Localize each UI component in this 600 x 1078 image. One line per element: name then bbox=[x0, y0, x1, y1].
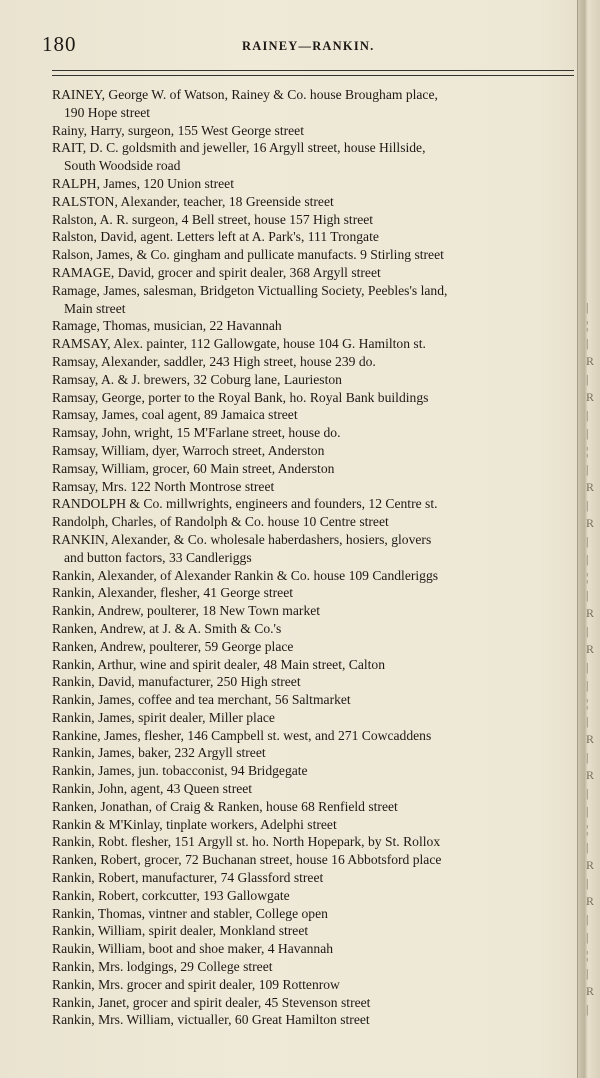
directory-entry bbox=[52, 567, 577, 585]
entry-line: Rankin, Mrs. lodgings, 29 College street bbox=[52, 959, 273, 975]
directory-entry bbox=[52, 424, 577, 442]
edge-mark: ¦ bbox=[586, 570, 589, 584]
directory-entry bbox=[52, 638, 577, 656]
directory-entry bbox=[52, 211, 577, 229]
edge-mark: ¦ bbox=[586, 822, 589, 836]
edge-marks bbox=[584, 0, 598, 1078]
directory-entries bbox=[52, 86, 577, 1029]
directory-entry bbox=[52, 193, 577, 211]
entry-line: Rankin, Robert, corkcutter, 193 Gallowgate bbox=[52, 887, 290, 903]
directory-entry bbox=[52, 798, 577, 816]
edge-mark: | bbox=[586, 714, 589, 728]
entry-line: RAIT, D. C. goldsmith and jeweller, 16 Argyll street, house Hillside, bbox=[52, 140, 426, 156]
edge-mark: | bbox=[586, 678, 589, 692]
directory-entry bbox=[52, 656, 577, 674]
directory-entry bbox=[52, 780, 577, 798]
edge-mark: | bbox=[586, 372, 589, 386]
edge-mark: R bbox=[586, 858, 595, 872]
edge-mark: | bbox=[586, 1002, 589, 1016]
directory-entry bbox=[52, 602, 577, 620]
edge-mark: | bbox=[586, 912, 589, 926]
entry-line: Raukin, William, boot and shoe maker, 4 Havannah bbox=[52, 941, 334, 957]
edge-mark: | bbox=[586, 588, 589, 602]
directory-entry bbox=[52, 620, 577, 638]
edge-mark: | bbox=[586, 840, 589, 854]
edge-mark: | bbox=[586, 804, 589, 818]
entry-continuation-line: South Woodside road bbox=[64, 158, 181, 174]
edge-mark: | bbox=[586, 786, 589, 800]
entry-line: Ralston, David, agent. Letters left at A. Park's, 111 Trongate bbox=[52, 229, 379, 245]
directory-entry bbox=[52, 584, 577, 602]
page-edge bbox=[577, 0, 600, 1078]
directory-entry bbox=[52, 317, 577, 335]
directory-entry bbox=[52, 478, 577, 496]
edge-mark: | bbox=[586, 930, 589, 944]
edge-mark: R bbox=[586, 984, 595, 998]
entry-line: Ranken, Jonathan, of Craig & Ranken, house 68 Renfield street bbox=[52, 798, 398, 814]
entry-line: Rankin, James, coffee and tea merchant, 56 Saltmarket bbox=[52, 692, 351, 708]
directory-entry bbox=[52, 673, 577, 691]
entry-line: RAMAGE, David, grocer and spirit dealer, 368 Argyll street bbox=[52, 264, 381, 280]
directory-entry bbox=[52, 122, 577, 140]
edge-mark: | bbox=[586, 462, 589, 476]
directory-entry bbox=[52, 1011, 577, 1029]
directory-entry bbox=[52, 282, 577, 318]
entry-line: Rankin, David, manufacturer, 250 High street bbox=[52, 674, 301, 690]
directory-entry bbox=[52, 175, 577, 193]
entry-line: Rankin, William, spirit dealer, Monkland street bbox=[52, 923, 309, 939]
edge-mark: R bbox=[586, 768, 595, 782]
directory-entry bbox=[52, 495, 577, 513]
page-header bbox=[42, 30, 574, 60]
directory-entry bbox=[52, 994, 577, 1012]
entry-line: Rankin, Arthur, wine and spirit dealer, 48 Main street, Calton bbox=[52, 656, 386, 672]
directory-entry bbox=[52, 353, 577, 371]
entry-line: Ramsay, Alexander, saddler, 243 High street, house 239 do. bbox=[52, 353, 376, 369]
edge-mark: ¦ bbox=[586, 444, 589, 458]
directory-entry bbox=[52, 513, 577, 531]
directory-entry bbox=[52, 744, 577, 762]
edge-mark: R bbox=[586, 390, 595, 404]
directory-entry bbox=[52, 531, 577, 567]
edge-mark: | bbox=[586, 660, 589, 674]
directory-entry bbox=[52, 389, 577, 407]
directory-entry bbox=[52, 371, 577, 389]
directory-entry bbox=[52, 922, 577, 940]
edge-mark: | bbox=[586, 750, 589, 764]
directory-entry bbox=[52, 816, 577, 834]
running-head: RAINEY—RANKIN. bbox=[242, 39, 375, 53]
edge-mark: | bbox=[586, 552, 589, 566]
edge-mark: R bbox=[586, 894, 595, 908]
directory-entry bbox=[52, 851, 577, 869]
directory-entry bbox=[52, 976, 577, 994]
entry-line: Ramsay, John, wright, 15 M'Farlane street, house do. bbox=[52, 425, 341, 441]
directory-entry bbox=[52, 228, 577, 246]
directory-entry bbox=[52, 246, 577, 264]
entry-line: RAINEY, George W. of Watson, Rainey & Co. house Brougham place, bbox=[52, 87, 438, 102]
entry-line: Ramsay, James, coal agent, 89 Jamaica street bbox=[52, 407, 298, 423]
directory-entry bbox=[52, 709, 577, 727]
entry-continuation-line: and button factors, 33 Candleriggs bbox=[64, 549, 252, 565]
directory-entry bbox=[52, 727, 577, 745]
edge-mark: R bbox=[586, 606, 595, 620]
entry-line: Rankin, James, baker, 232 Argyll street bbox=[52, 745, 266, 761]
edge-mark: R bbox=[586, 354, 595, 368]
entry-line: Rankin, Andrew, poulterer, 18 New Town market bbox=[52, 603, 321, 619]
edge-mark: ¦ bbox=[586, 948, 589, 962]
edge-mark: | bbox=[586, 300, 589, 314]
entry-line: Randolph, Charles, of Randolph & Co. house 10 Centre street bbox=[52, 514, 389, 530]
entry-line: Rankin, Mrs. William, victualler, 60 Great Hamilton street bbox=[52, 1012, 370, 1028]
edge-mark: | bbox=[586, 534, 589, 548]
entry-line: Rankin, Janet, grocer and spirit dealer, 45 Stevenson street bbox=[52, 994, 371, 1010]
entry-line: Rankin, James, jun. tobacconist, 94 Bridgegate bbox=[52, 763, 308, 779]
directory-entry bbox=[52, 442, 577, 460]
directory-entry bbox=[52, 940, 577, 958]
directory-entry bbox=[52, 762, 577, 780]
entry-line: Ranken, Andrew, at J. & A. Smith & Co.'s bbox=[52, 620, 282, 636]
entry-line: Rankin, Alexander, of Alexander Rankin & Co. house 109 Candleriggs bbox=[52, 567, 439, 583]
entry-line: Ramsay, Mrs. 122 North Montrose street bbox=[52, 478, 275, 494]
edge-mark: | bbox=[586, 498, 589, 512]
entry-line: Ramsay, William, grocer, 60 Main street, Anderston bbox=[52, 460, 335, 476]
entry-continuation-line: 190 Hope street bbox=[64, 104, 151, 120]
directory-entry bbox=[52, 335, 577, 353]
entry-line: RANKIN, Alexander, & Co. wholesale haberdashers, hosiers, glovers bbox=[52, 531, 432, 547]
entry-line: Rankin, Robt. flesher, 151 Argyll st. ho. North Hopepark, by St. Rollox bbox=[52, 834, 441, 850]
edge-mark: | bbox=[586, 966, 589, 980]
directory-entry bbox=[52, 139, 577, 175]
entry-line: Rankin, Mrs. grocer and spirit dealer, 109 Rottenrow bbox=[52, 976, 340, 992]
directory-entry bbox=[52, 691, 577, 709]
entry-line: Rankin, Alexander, flesher, 41 George street bbox=[52, 585, 294, 601]
directory-entry bbox=[52, 958, 577, 976]
header-rule bbox=[52, 70, 574, 76]
directory-entry bbox=[52, 460, 577, 478]
edge-mark: | bbox=[586, 408, 589, 422]
edge-mark: | bbox=[586, 426, 589, 440]
entry-line: Ranken, Andrew, poulterer, 59 George place bbox=[52, 638, 294, 654]
entry-line: Rankin, John, agent, 43 Queen street bbox=[52, 781, 253, 797]
entry-line: Rankine, James, flesher, 146 Campbell st. west, and 271 Cowcaddens bbox=[52, 727, 432, 743]
entry-line: Ramsay, George, porter to the Royal Bank, ho. Royal Bank buildings bbox=[52, 389, 429, 405]
entry-line: RALSTON, Alexander, teacher, 18 Greenside street bbox=[52, 193, 334, 209]
entry-line: Ralson, James, & Co. gingham and pullicate manufacts. 9 Stirling street bbox=[52, 247, 444, 263]
entry-line: RAMSAY, Alex. painter, 112 Gallowgate, house 104 G. Hamilton st. bbox=[52, 336, 426, 352]
edge-mark: R bbox=[586, 480, 595, 494]
entry-line: Ramsay, A. & J. brewers, 32 Coburg lane, Laurieston bbox=[52, 371, 342, 387]
entry-line: Rankin & M'Kinlay, tinplate workers, Adelphi street bbox=[52, 816, 337, 832]
edge-mark: ¦ bbox=[586, 696, 589, 710]
edge-mark: R bbox=[586, 732, 595, 746]
page-number: 180 bbox=[42, 32, 77, 56]
directory-entry bbox=[52, 406, 577, 424]
directory-entry bbox=[52, 887, 577, 905]
entry-continuation-line: Main street bbox=[64, 300, 126, 316]
entry-line: Rankin, Robert, manufacturer, 74 Glassford street bbox=[52, 870, 324, 886]
entry-line: Rankin, James, spirit dealer, Miller place bbox=[52, 709, 275, 725]
entry-line: Ranken, Robert, grocer, 72 Buchanan street, house 16 Abbotsford place bbox=[52, 852, 442, 868]
directory-entry bbox=[52, 905, 577, 923]
entry-line: RANDOLPH & Co. millwrights, engineers and founders, 12 Centre st. bbox=[52, 496, 438, 512]
edge-mark: | bbox=[586, 336, 589, 350]
directory-entry bbox=[52, 86, 577, 122]
directory-entry bbox=[52, 869, 577, 887]
edge-mark: ¦ bbox=[586, 318, 589, 332]
entry-line: Ramage, James, salesman, Bridgeton Victualling Society, Peebles's land, bbox=[52, 282, 448, 298]
entry-line: Rankin, Thomas, vintner and stabler, College open bbox=[52, 905, 328, 921]
directory-entry bbox=[52, 833, 577, 851]
directory-entry bbox=[52, 264, 577, 282]
entry-line: Ralston, A. R. surgeon, 4 Bell street, house 157 High street bbox=[52, 211, 374, 227]
edge-mark: R bbox=[586, 642, 595, 656]
entry-line: Ramsay, William, dyer, Warroch street, Anderston bbox=[52, 442, 325, 458]
entry-line: RALPH, James, 120 Union street bbox=[52, 175, 234, 191]
edge-mark: | bbox=[586, 624, 589, 638]
entry-line: Rainy, Harry, surgeon, 155 West George street bbox=[52, 122, 304, 138]
edge-mark: R bbox=[586, 516, 595, 530]
edge-mark: | bbox=[586, 876, 589, 890]
entry-line: Ramage, Thomas, musician, 22 Havannah bbox=[52, 318, 282, 334]
